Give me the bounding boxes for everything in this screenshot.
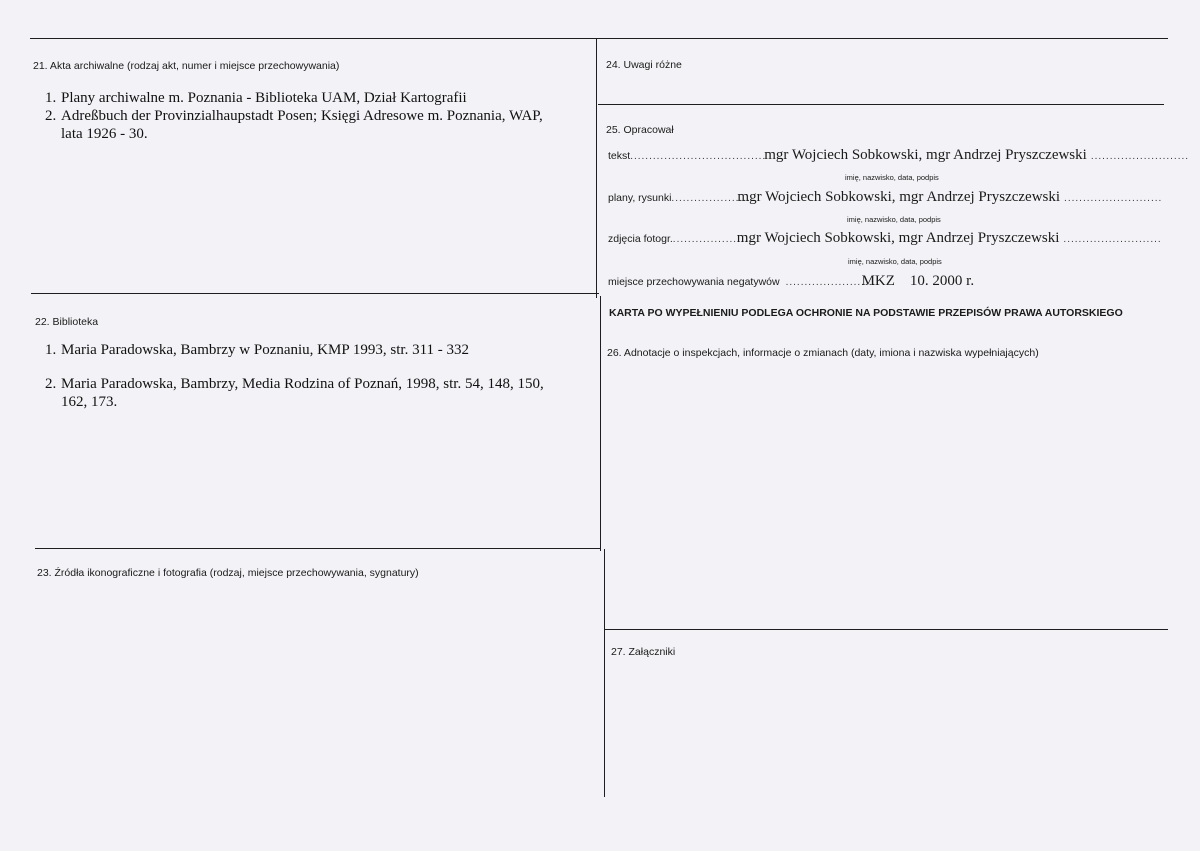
zdjecia-row: zdjęcia fotogr. ..................... mgr Wojciech Sobkowski, mgr Andrzej Pryszczewski .......................... [608,230,1162,246]
zdjecia-sublabel: imię, nazwisko, data, podpis [848,257,942,266]
divider-24-25 [598,104,1164,105]
section-23-label: 23. Źródła ikonograficzne i fotografia (rodzaj, miejsce przechowywania, sygnatury) [37,567,419,579]
list-item: 2. Maria Paradowska, Bambrzy, Media Rodzina of Poznań, 1998, str. 54, 148, 150, 162, 173. [45,376,544,410]
miejsce-row: miejsce przechowywania negatywów ........................ MKZ 10. 2000 r. [608,273,975,289]
section-21-label: 21. Akta archiwalne (rodzaj akt, numer i miejsce przechowywania) [33,60,340,72]
top-border-line [30,38,1168,39]
miejsce-key: miejsce przechowywania negatywów [608,276,780,288]
zdjecia-key: zdjęcia fotogr. [608,233,673,245]
section-22-list [45,341,555,411]
plany-sublabel: imię, nazwisko, data, podpis [847,215,941,224]
plany-row: plany, rysunki ..................... mgr Wojciech Sobkowski, mgr Andrzej Pryszczewski .......................... [608,189,1163,205]
center-divider-line-bottom [604,549,605,797]
list-item: 2. Adreßbuch der Provinzialhaupstadt Posen; Księgi Adresowe m. Poznania, WAP, lata 1926 - 30. [45,108,543,142]
section-26-label: 26. Adnotacje o inspekcjach, informacje o zmianach (daty, imiona i nazwiska wypełniających) [607,347,1039,359]
center-divider-line-lower [600,296,601,551]
tekst-row: tekst .................................... mgr Wojciech Sobkowski, mgr Andrzej Pryszczewski .......................... [608,147,1190,163]
section-21-list [45,89,565,143]
tekst-sublabel: imię, nazwisko, data, podpis [845,173,939,182]
tekst-key: tekst [608,150,631,162]
plany-value: mgr Wojciech Sobkowski, mgr Andrzej Pryszczewski [737,189,1061,205]
section-22-label: 22. Biblioteka [35,316,99,328]
list-item: 1. Plany archiwalne m. Poznania - Biblioteka UAM, Dział Kartografii [45,90,467,106]
section-25-label: 25. Opracował [606,124,674,136]
tekst-value: mgr Wojciech Sobkowski, mgr Andrzej Pryszczewski [764,147,1087,163]
divider-26-27 [605,629,1168,630]
zdjecia-value: mgr Wojciech Sobkowski, mgr Andrzej Pryszczewski [736,230,1060,246]
center-divider-line [596,38,597,298]
divider-21-22 [31,293,599,294]
plany-key: plany, rysunki [608,192,672,204]
list-item: 1. Maria Paradowska, Bambrzy w Poznaniu, KMP 1993, str. 311 - 332 [45,342,470,358]
divider-22-23 [35,548,601,549]
copyright-notice: KARTA PO WYPEŁNIENIU PODLEGA OCHRONIE NA PODSTAWIE PRZEPISÓW PRAWA AUTORSKIEGO [609,307,1123,319]
miejsce-value: MKZ 10. 2000 r. [861,273,975,289]
section-24-label: 24. Uwagi różne [606,59,682,71]
section-27-label: 27. Załączniki [611,646,676,658]
